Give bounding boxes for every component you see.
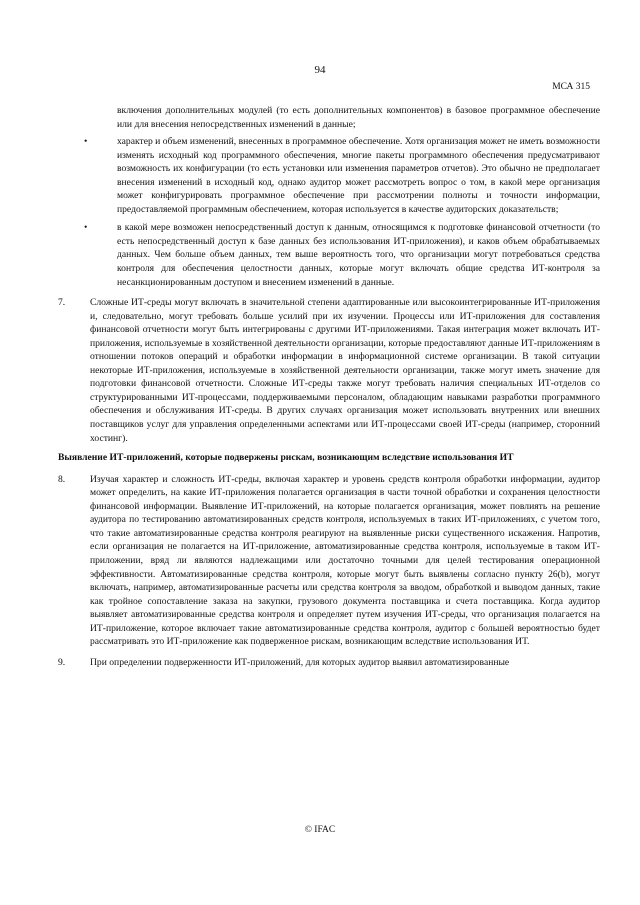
paragraph-7 <box>58 296 600 445</box>
bullet-item <box>84 135 600 216</box>
paragraph-8 <box>58 473 600 649</box>
paragraph-number: 8. <box>58 473 66 485</box>
continuation-text: включения дополнительных модулей (то есть дополнительных компонентов) в базовое программное обеспечение или для внесения непосредственных изменений в данные; <box>117 105 600 130</box>
footer-copyright: © IFAC <box>304 825 336 835</box>
bullet-icon: • <box>84 136 88 148</box>
page-content <box>58 104 600 675</box>
paragraph-text: Изучая характер и сложность ИТ-среды, включая характер и уровень средств контроля обработки информации, аудитор может определить, на какие ИТ-приложения полагается организация в части точной обработки и сохранения целостности финансовой информации. Выявление ИТ-приложений, на которые полагается организация, может повлиять на решение аудитора по тестированию автоматизированных средств контроля, используемых в таких ИТ-приложениях, с учетом того, что такие автоматизированные средства контроля реагируют на выявленные риски существенного искажения. Напротив, если организация не полагается на ИТ-приложение, автоматизированные средства контроля, используемые в таком ИТ-приложении, вряд ли являются надлежащими или достаточно точными для целей тестирования операционной эффективности. Автоматизированные средства контроля, которые могут быть выявлены согласно пункту 26(b), могут включать, например, автоматизированные расчеты или средства контроля за вводом, обработкой и выводом данных, такие как тройное сопоставление заказа на закупки, грузового документа поставщика и счета поставщика. Когда аудитор выявляет автоматизированные средства контроля и определяет путем изучения ИТ-среды, что организация полагается на ИТ-приложение, которое включает такие автоматизированные средства контроля, аудитор с большей вероятностью будет рассматривать это ИТ-приложение как подверженное рискам, возникающим вследствие использования ИТ. <box>90 473 600 648</box>
paragraph-number: 7. <box>58 297 66 309</box>
bullet-text: в какой мере возможен непосредственный доступ к данным, относящимся к подготовке финансовой отчетности (то есть непосредственный доступ к базе данных без использования ИТ-приложения), и каков объем обрабатываемых данных. Чем больше объем данных, тем выше вероятность того, что организации могут потребоваться средства контроля для обеспечения целостности данных, которые могут включать общие средства ИТ-контроля за несанкционированным доступом и внесением изменений в данные. <box>117 222 600 288</box>
bullet-text: характер и объем изменений, внесенных в программное обеспечение. Хотя организация может не иметь возможности изменять исходный код программного обеспечения, многие пакеты программного обеспечения предусматривают возможность их конфигурации (то есть установки или изменения параметров отчетов). Это обычно не предполагает внесения изменений в исходный код, однако аудитор может рассмотреть вопрос о том, в какой мере организация может конфигурировать программное обеспечение при рассмотрении полноты и точности информации, предоставляемой программным обеспечением, которая используется в качестве аудиторских доказательств; <box>117 136 600 215</box>
section-heading: Выявление ИТ-приложений, которые подвержены рискам, возникающим вследствие использования ИТ <box>58 452 514 464</box>
page-number: 94 <box>314 64 326 76</box>
document-code: МСА 315 <box>552 82 590 92</box>
bullet-icon: • <box>84 222 88 234</box>
paragraph-number: 9. <box>58 656 66 668</box>
paragraph-9 <box>58 656 600 670</box>
paragraph-text: При определении подверженности ИТ-приложений, для которых аудитор выявил автоматизированные <box>90 656 510 668</box>
bullet-item <box>84 221 600 289</box>
paragraph-text: Сложные ИТ-среды могут включать в значительной степени адаптированные или высокоинтегрированные ИТ-приложения и, следовательно, могут требовать больше усилий при их изучении. Процессы или ИТ-приложения для составления финансовой отчетности могут быть интегрированы с другими ИТ-приложениями. Такая интеграция может включать ИТ-приложения, используемые в хозяйственной деятельности организации, которые предоставляют данные ИТ-приложениям в отношении потоков операций и обработки информации в информационной системе организации. В такой ситуации некоторые ИТ-приложения, используемые в хозяйственной деятельности организации, также могут иметь значение для подготовки финансовой отчетности. Сложные ИТ-среды также могут требовать наличия специальных ИТ-отделов со структурированными ИТ-процессами, поддерживаемыми персоналом, обладающим навыками разработки программного обеспечения и обслуживания ИТ-среды. В других случаях организация может использовать внутренних или внешних поставщиков услуг для управления определенными аспектами или ИТ-процессами своей ИТ-среды (например, сторонний хостинг). <box>90 297 600 444</box>
